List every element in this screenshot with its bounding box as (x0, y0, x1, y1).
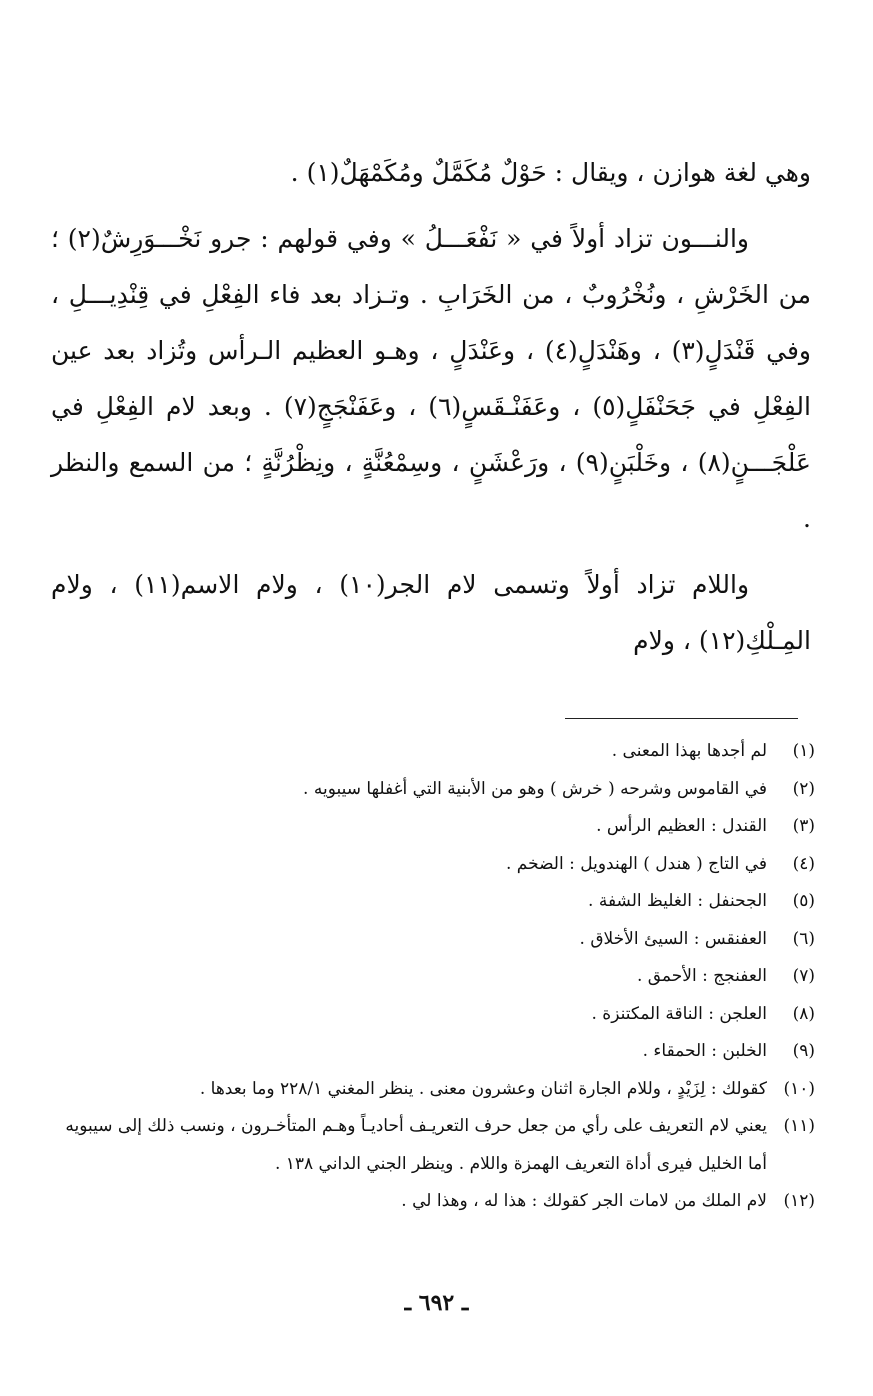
footnote-number: (٢) (792, 778, 815, 799)
footnote-item (53, 1033, 815, 1071)
footnote-text: القندل : العظيم الرأس . (596, 816, 767, 836)
footnote-number: (٦) (792, 928, 815, 949)
footnote-item (53, 808, 815, 846)
footnote-item (53, 846, 815, 884)
footnote-text: كقولك : لِزَيْدٍ ، وللام الجارة اثنان وعشرون معنى . ينظر المغني ٢٢٨/١ وما بعدها . (199, 1078, 767, 1099)
footnote-number: (٤) (792, 853, 815, 874)
footnote-text: لام الملك من لامات الجر كقولك : هذا له ، وهذا لي . (401, 1191, 767, 1211)
footnote-text: العفنقس : السيئ الأخلاق . (579, 928, 767, 949)
footnote-item (53, 958, 815, 996)
main-text (51, 145, 811, 669)
footnote-text: لم أجدها بهذا المعنى . (611, 741, 767, 761)
footnote-item (53, 1183, 815, 1221)
footnote-item (53, 1071, 815, 1109)
footnote-item (53, 771, 815, 809)
footnote-number: (٥) (792, 891, 815, 911)
footnote-item (53, 1108, 815, 1183)
page-number: ـ ٦٩٢ ـ (404, 1290, 469, 1316)
footnote-text: يعني لام التعريف على رأي من جعل حرف التعريـف أحاديـاً وهـم المتأخـرون ، ونسب ذلك إلى سيبويه أما الخليل فيرى أداة التعريف الهمزة واللام . وينظر الجني الداني ١٣٨ . (65, 1116, 767, 1174)
footnotes-section (53, 733, 815, 1221)
footnote-number: (٣) (792, 816, 815, 836)
footnote-number: (١٠) (783, 1078, 815, 1099)
footnote-number: (٧) (792, 966, 815, 986)
footnote-item (53, 996, 815, 1034)
footnote-number: (١١) (783, 1116, 815, 1136)
footnote-text: العفنجج : الأحمق . (636, 966, 767, 986)
footnote-number: (٨) (792, 1003, 815, 1024)
footnote-number: (٩) (792, 1041, 815, 1061)
footnote-number: (١) (792, 741, 815, 761)
footnote-item (53, 733, 815, 771)
paragraph-1: وهي لغة هوازن ، ويقال : حَوْلٌ مُكَمَّلٌ ومُكَمْهَلٌ(١) . (290, 158, 811, 187)
footnote-text: في التاج ( هندل ) الهندويل : الضخم . (505, 853, 767, 874)
paragraph-2: والنـــون تزاد أولاً في « نَفْعَـــلُ » وفي قولهم : جرو نَخْـــوَرِشٌ(٢) ؛ من الخَرْشِ ، ونُخْرُوبٌ ، من الخَرَابِ . وتـزاد بعد فاء الفِعْلِ في قِنْدِيـــلِ ، وفي قَنْدَلٍ(٣) ، وهَنْدَلٍ(٤) ، وعَنْدَلٍ ، وهـو العظيم الـرأس وتُزاد بعد عين الفِعْلِ في جَحَنْفَلٍ(٥) ، وعَفَنْـقَسٍ(٦) ، وعَفَنْجَجٍ(٧) . وبعد لام الفِعْلِ في عَلْجَـــنٍ(٨) ، وخَلْبَنٍ(٩) ، ورَعْشَنٍ ، وسِمْعُنَّةٍ ، ونِظْرُنَّةٍ ؛ من السمع والنظر . (51, 224, 811, 533)
footnote-item (53, 921, 815, 959)
footnote-separator (565, 718, 798, 719)
footnote-item (53, 883, 815, 921)
footnote-text: الجحنفل : الغليظ الشفة . (588, 891, 767, 911)
footnote-number: (١٢) (783, 1191, 815, 1211)
footnote-text: الخلبن : الحمقاء . (642, 1041, 767, 1061)
paragraph-3: واللام تزاد أولاً وتسمى لام الجر(١٠) ، ولام الاسم(١١) ، ولام المِـلْكِ(١٢) ، ولام (51, 570, 811, 655)
footnote-text: العلجن : الناقة المكتنزة . (591, 1003, 767, 1024)
footnote-text: في القاموس وشرحه ( خرش ) وهو من الأبنية التي أغفلها سيبويه . (303, 778, 767, 799)
